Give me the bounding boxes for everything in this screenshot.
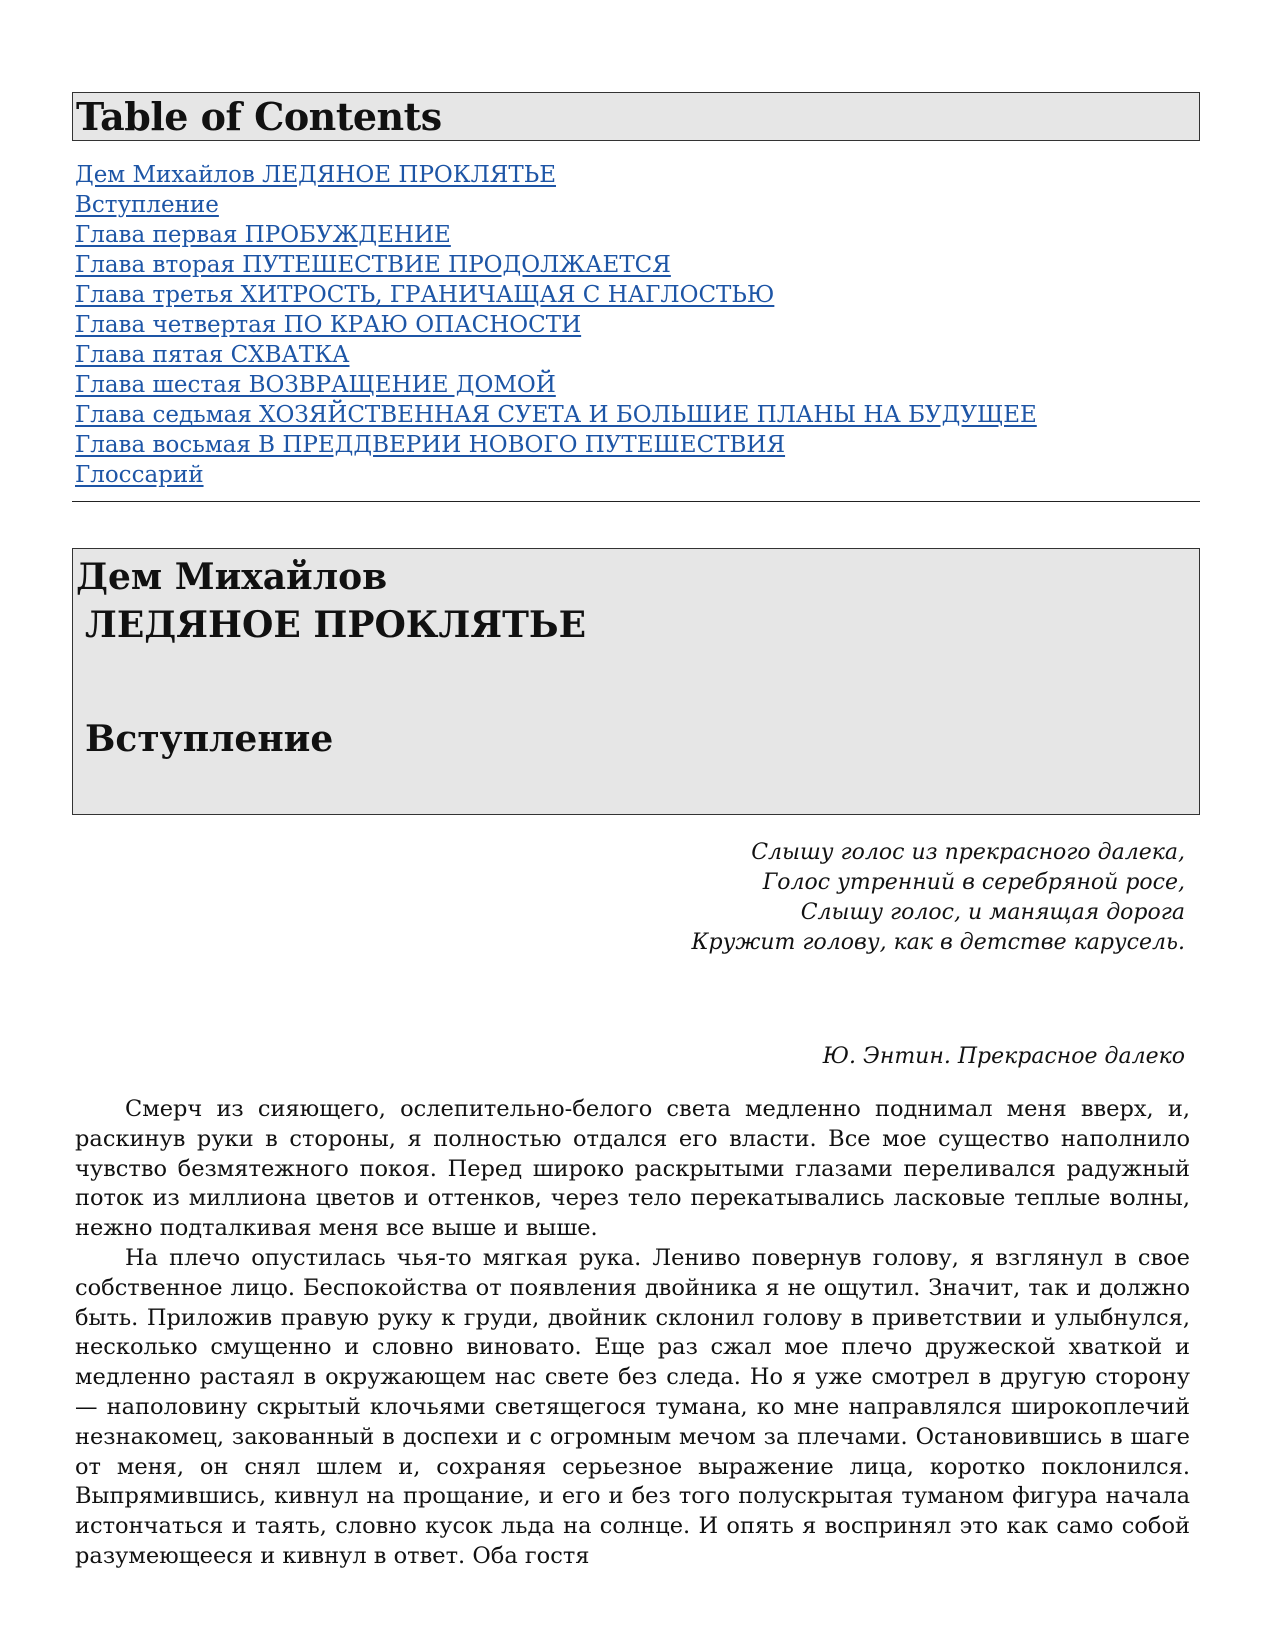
toc-item (75, 190, 1195, 220)
epigraph (692, 838, 1186, 958)
toc-item (75, 370, 1195, 400)
toc-link[interactable]: Глава седьмая ХОЗЯЙСТВЕННАЯ СУЕТА И БОЛЬШИЕ ПЛАНЫ НА БУДУЩЕЕ (75, 402, 1037, 428)
toc-heading: Table of Contents (76, 94, 442, 139)
book-title: ЛЕДЯНОЕ ПРОКЛЯТЬЕ (85, 604, 587, 646)
body-text (75, 1095, 1190, 1572)
toc-item (75, 280, 1195, 310)
section-title: Вступление (85, 718, 334, 760)
horizontal-divider (72, 501, 1200, 502)
toc-heading-box (72, 92, 1200, 141)
toc-link[interactable]: Глоссарий (75, 462, 204, 488)
toc-link[interactable]: Глава шестая ВОЗВРАЩЕНИЕ ДОМОЙ (75, 372, 556, 398)
toc-item (75, 340, 1195, 370)
toc-link[interactable]: Глава вторая ПУТЕШЕСТВИЕ ПРОДОЛЖАЕТСЯ (75, 252, 671, 278)
epigraph-line: Кружит голову, как в детстве карусель. (691, 930, 1185, 955)
toc-item (75, 220, 1195, 250)
toc-link[interactable]: Глава четвертая ПО КРАЮ ОПАСНОСТИ (75, 312, 582, 338)
epigraph-line: Голос утренний в серебряной росе, (762, 870, 1185, 895)
toc-link[interactable]: Вступление (75, 192, 219, 218)
toc-list (75, 160, 1195, 490)
toc-item (75, 250, 1195, 280)
toc-link[interactable]: Глава первая ПРОБУЖДЕНИЕ (75, 222, 451, 248)
title-heading-box (72, 548, 1200, 815)
epigraph-line: Слышу голос, и манящая дорога (800, 900, 1185, 925)
toc-link[interactable]: Дем Михайлов ЛЕДЯНОЕ ПРОКЛЯТЬЕ (75, 162, 556, 188)
epigraph-source: Ю. Энтин. Прекрасное далеко (822, 1044, 1185, 1069)
toc-item (75, 400, 1195, 430)
toc-item (75, 460, 1195, 490)
epigraph-line: Слышу голос из прекрасного далека, (751, 840, 1185, 865)
paragraph: На плечо опустилась чья-то мягкая рука. Лениво повернув голову, я взглянул в свое собственное лицо. Беспокойства от появления двойника я не ощутил. Значит, так и должно быть. Приложив правую руку к груди, двойник склонил голову в приветствии и улыбнулся, несколько смущенно и словно виновато. Еще раз сжал мое плечо дружеской хваткой и медленно растаял в окружающем нас свете без следа. Но я уже смотрел в другую сторону — наполовину скрытый клочьями светящегося тумана, ко мне направлялся широкоплечий незнакомец, закованный в доспехи и с огромным мечом за плечами. Остановившись в шаге от меня, он снял шлем и, сохраняя серьезное выражение лица, коротко поклонился. Выпрямившись, кивнул на прощание, и его и без того полускрытая туманом фигура начала истончаться и таять, словно кусок льда на солнце. И опять я воспринял это как само собой разумеющееся и кивнул в ответ. Оба гостя (75, 1244, 1190, 1569)
toc-link[interactable]: Глава восьмая В ПРЕДДВЕРИИ НОВОГО ПУТЕШЕСТВИЯ (75, 432, 786, 458)
toc-link[interactable]: Глава третья ХИТРОСТЬ, ГРАНИЧАЩАЯ С НАГЛОСТЬЮ (75, 282, 775, 308)
author-name: Дем Михайлов (76, 556, 388, 598)
toc-item (75, 430, 1195, 460)
toc-item (75, 160, 1195, 190)
toc-item (75, 310, 1195, 340)
paragraph: Смерч из сияющего, ослепительно-белого света медленно поднимал меня вверх, и, раскинув руки в стороны, я полностью отдался его власти. Все мое существо наполнило чувство безмятежного покоя. Перед широко раскрытыми глазами переливался радужный поток из миллиона цветов и оттенков, через тело перекатывались ласковые теплые волны, нежно подталкивая меня все выше и выше. (75, 1096, 1190, 1242)
toc-link[interactable]: Глава пятая СХВАТКА (75, 342, 350, 368)
